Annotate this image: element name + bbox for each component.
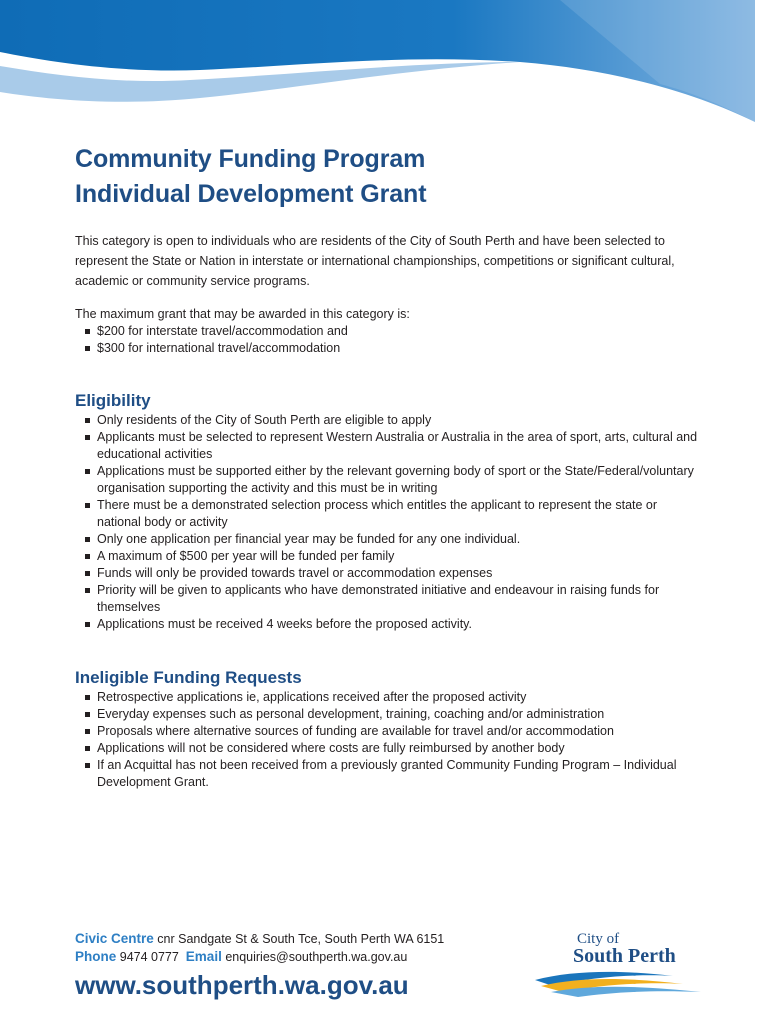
- grant-amount-list: [75, 323, 700, 357]
- email-label: Email: [185, 949, 222, 964]
- list-item: Only one application per financial year may be funded for any one individual.: [75, 531, 700, 548]
- title-line-grant: Individual Development Grant: [75, 180, 427, 208]
- list-item: $200 for interstate travel/accommodation and: [75, 323, 700, 340]
- ineligible-heading: Ineligible Funding Requests: [75, 668, 302, 687]
- civic-centre-line: [75, 930, 545, 948]
- list-item: Applications will not be considered where costs are fully reimbursed by another body: [75, 740, 700, 757]
- contact-line: [75, 948, 545, 966]
- document-body: [75, 142, 700, 791]
- header-wave-banner: [0, 0, 770, 125]
- logo-swoosh-icon: [533, 966, 703, 998]
- city-of-south-perth-logo: [533, 930, 703, 1000]
- civic-centre-address: cnr Sandgate St & South Tce, South Perth WA 6151: [157, 932, 445, 946]
- list-item: There must be a demonstrated selection process which entitles the applicant to represent the state or national body or activity: [75, 497, 700, 531]
- civic-centre-label: Civic Centre: [75, 931, 154, 946]
- list-item: Proposals where alternative sources of funding are available for travel and/or accommodation: [75, 723, 700, 740]
- list-item: If an Acquittal has not been received from a previously granted Community Funding Program – Individual Development Grant.: [75, 757, 700, 791]
- list-item: Applications must be received 4 weeks before the proposed activity.: [75, 616, 700, 633]
- intro-paragraph: This category is open to individuals who are residents of the City of South Perth and have been selected to represent the State or Nation in interstate or international championships, competitions or significant cultural, academic or community service programs.: [75, 234, 675, 288]
- eligibility-heading: Eligibility: [75, 391, 151, 410]
- logo-city-of-text: City of: [577, 931, 620, 947]
- footer-contact: [75, 930, 545, 1002]
- website-link[interactable]: www.southperth.wa.gov.au: [75, 970, 409, 1000]
- eligibility-list: [75, 412, 700, 633]
- phone-label: Phone: [75, 949, 117, 964]
- list-item: $300 for international travel/accommodation: [75, 340, 700, 357]
- maximum-grant-label: The maximum grant that may be awarded in this category is:: [75, 307, 410, 321]
- list-item: Funds will only be provided towards travel or accommodation expenses: [75, 565, 700, 582]
- email-address[interactable]: enquiries@southperth.wa.gov.au: [225, 950, 408, 964]
- list-item: A maximum of $500 per year will be funded per family: [75, 548, 700, 565]
- page-title: [75, 142, 700, 212]
- list-item: Priority will be given to applicants who have demonstrated initiative and endeavour in raising funds for themselves: [75, 582, 700, 616]
- list-item: Applications must be supported either by the relevant governing body of sport or the State/Federal/voluntary organisation supporting the activity and this must be in writing: [75, 463, 700, 497]
- title-line-program: Community Funding Program: [75, 145, 426, 173]
- ineligible-list: [75, 689, 700, 791]
- list-item: Applicants must be selected to represent Western Australia or Australia in the area of sport, arts, cultural and educational activities: [75, 429, 700, 463]
- list-item: Everyday expenses such as personal development, training, coaching and/or administration: [75, 706, 700, 723]
- list-item: Only residents of the City of South Perth are eligible to apply: [75, 412, 700, 429]
- phone-number[interactable]: 9474 0777: [119, 950, 179, 964]
- logo-south-perth-text: South Perth: [573, 945, 676, 967]
- list-item: Retrospective applications ie, applications received after the proposed activity: [75, 689, 700, 706]
